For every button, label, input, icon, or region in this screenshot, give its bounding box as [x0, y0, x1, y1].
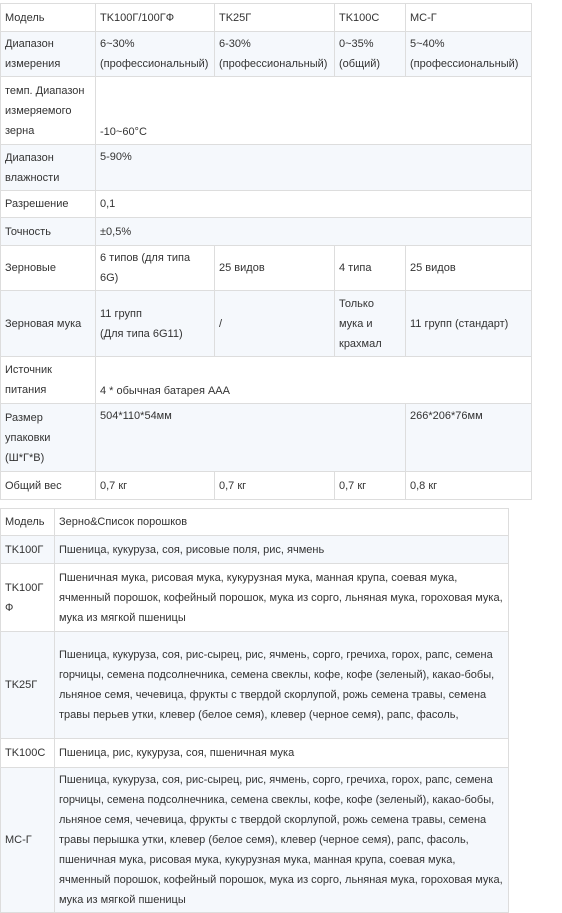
grain-list-tk100c: Пшеница, рис, кукуруза, соя, пшеничная мука: [55, 739, 509, 768]
spec-label-package: Размер упаковки (Ш*Г*В): [1, 404, 96, 472]
power-value: [96, 357, 532, 404]
spec-label-grains: Зерновые: [1, 246, 96, 291]
grain-row-tk100gf: [1, 564, 509, 632]
spec-row-resolution: [1, 191, 532, 218]
package-value-a-text: 504*110*54мм: [100, 410, 172, 422]
grain-model-mcg: MC-Г: [1, 768, 55, 913]
weight-tk25g: 0,7 кг: [215, 472, 335, 500]
spec-label-humidity: Диапазон влажности: [1, 145, 96, 191]
power-value-text: 4 * обычная батарея AAA: [100, 385, 230, 397]
spec-row-flour: [1, 291, 532, 357]
spec-row-range: [1, 32, 532, 77]
model-tk25g: TK25Г: [215, 4, 335, 32]
flour-tk100g-main: 11 групп: [100, 307, 142, 320]
spec-label-resolution: Разрешение: [1, 191, 96, 218]
spec-row-humidity: [1, 145, 532, 191]
grain-list-tk100gf: Пшеничная мука, рисовая мука, кукурузная мука, манная крупа, соевая мука, ячменный порошок, кофейный порошок, мука из сорго, льняная мука, гороховая мука, мука из мягкой пшеницы: [55, 564, 509, 632]
grain-powder-table: [0, 508, 509, 913]
spec-row-weight: [1, 472, 532, 500]
model-tk100g: TK100Г/100ГФ: [96, 4, 215, 32]
grain-model-tk100c: TK100C: [1, 739, 55, 768]
spec-label-power: Источник питания: [1, 357, 96, 404]
grains-tk100c: 4 типа: [335, 246, 406, 291]
package-value-a: [96, 404, 406, 472]
weight-tk100c: 0,7 кг: [335, 472, 406, 500]
spec-label-range: Диапазон измерения: [1, 32, 96, 77]
temp-value-text: -10~60°C: [100, 126, 147, 138]
range-tk100c: 0~35% (общий): [335, 32, 406, 77]
grain-list-mcg: Пшеница, кукуруза, соя, рис-сырец, рис, ячмень, сорго, гречиха, горох, рапс, семена горчицы, семена подсолнечника, семена свеклы, кофе, кофе (зеленый), какао-бобы, льняное семя, чечевица, фрукты с твердой скорлупой, рожь семена травы, семена травы перышка утки, клевер (белое семя), клевер (черное семя), рапс, фасоль, пшеничная мука, рисовая мука, кукурузная мука, манная крупа, соевая мука, ячменный порошок, кофейный порошок, мука из сорго, льняная мука, гороховая мука, мука из мягкой пшеницы: [55, 768, 509, 913]
grain-list-tk25g: Пшеница, кукуруза, соя, рис-сырец, рис, ячмень, сорго, гречиха, горох, рапс, семена горчицы, семена подсолнечника, семена свеклы, кофе, кофе (зеленый), какао-бобы, льняное семя, чечевица, фрукты с твердой скорлупой, рожь семена травы, семена травы перьев утки, клевер (белое семя), клевер (черное семя), рапс, фасоль,: [55, 632, 509, 739]
spec-label-accuracy: Точность: [1, 218, 96, 246]
grain-label-model: Модель: [1, 509, 55, 536]
humidity-value: [96, 145, 532, 191]
flour-tk100g: [96, 291, 215, 357]
flour-mcg: 11 групп (стандарт): [406, 291, 532, 357]
humidity-value-text: 5-90%: [100, 151, 132, 163]
package-value-b: [406, 404, 532, 472]
spec-label-weight: Общий вес: [1, 472, 96, 500]
grain-list-tk100g: Пшеница, кукуруза, соя, рисовые поля, рис, ячмень: [55, 536, 509, 564]
grains-tk25g: 25 видов: [215, 246, 335, 291]
spec-row-power: [1, 357, 532, 404]
spec-row-model: [1, 4, 532, 32]
range-tk100g: 6~30% (профессиональный): [96, 32, 215, 77]
grain-model-tk100gf: TK100ГФ: [1, 564, 55, 632]
grain-row-tk100g: [1, 536, 509, 564]
resolution-value: 0,1: [96, 191, 532, 218]
grain-model-tk100g: TK100Г: [1, 536, 55, 564]
grain-model-tk25g: TK25Г: [1, 632, 55, 739]
grains-tk100g: 6 типов (для типа 6G): [96, 246, 215, 291]
range-mcg: 5~40% (профессиональный): [406, 32, 532, 77]
grain-row-tk100c: [1, 739, 509, 768]
weight-tk100g: 0,7 кг: [96, 472, 215, 500]
temp-value: [96, 77, 532, 145]
grain-row-header: [1, 509, 509, 536]
accuracy-value: ±0,5%: [96, 218, 532, 246]
spec-row-temp: [1, 77, 532, 145]
model-tk100c: TK100C: [335, 4, 406, 32]
spec-label-temp: темп. Диапазон измеряемого зерна: [1, 77, 96, 145]
spec-label-model: Модель: [1, 4, 96, 32]
grain-row-mcg: [1, 768, 509, 913]
grain-header-list: Зерно&Список порошков: [55, 509, 509, 536]
spec-row-accuracy: [1, 218, 532, 246]
range-tk25g: 6-30% (профессиональный): [215, 32, 335, 77]
grains-mcg: 25 видов: [406, 246, 532, 291]
weight-mcg: 0,8 кг: [406, 472, 532, 500]
spec-row-grains: [1, 246, 532, 291]
spec-row-package: [1, 404, 532, 472]
model-mcg: MC-Г: [406, 4, 532, 32]
flour-tk25g: /: [215, 291, 335, 357]
flour-tk100g-sub: (Для типа 6G11): [100, 327, 183, 340]
spec-table: [0, 3, 532, 500]
package-value-b-text: 266*206*76мм: [410, 410, 483, 422]
flour-tk100c: Только мука и крахмал: [335, 291, 406, 357]
grain-row-tk25g: [1, 632, 509, 739]
spec-label-flour: Зерновая мука: [1, 291, 96, 357]
